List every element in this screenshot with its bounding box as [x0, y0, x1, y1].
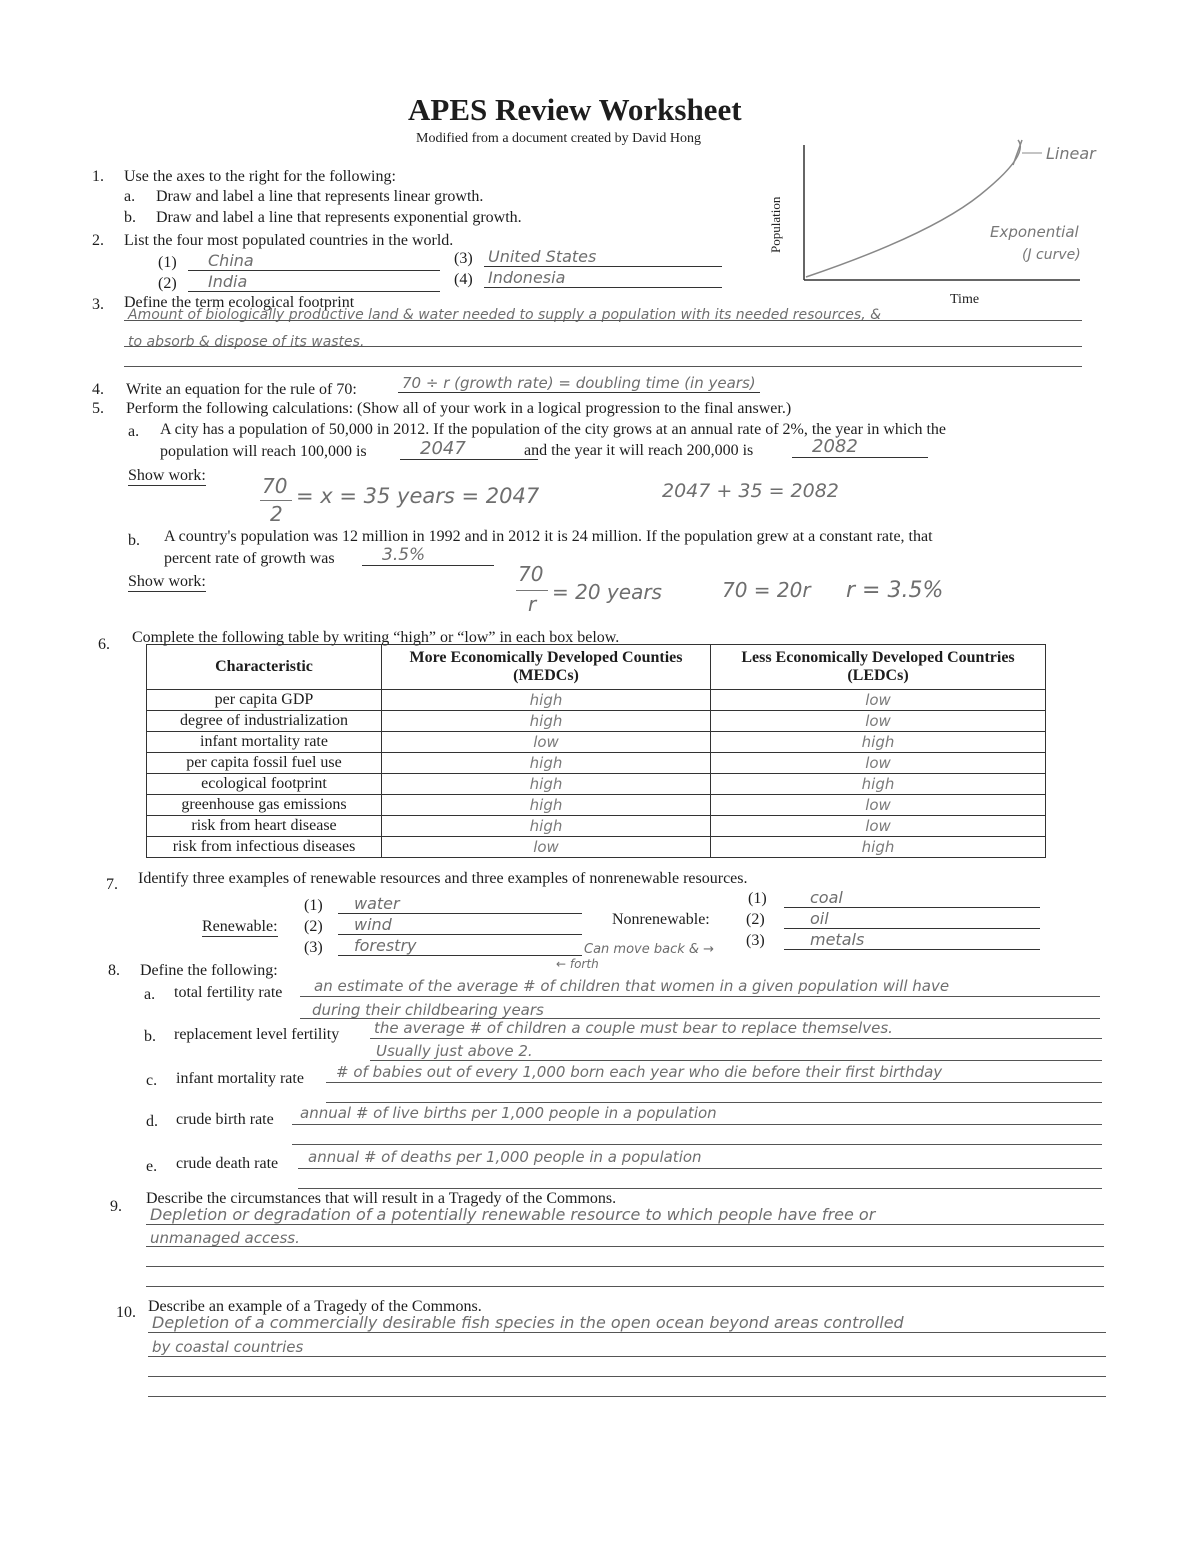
table-row	[147, 837, 1046, 858]
q4-number: 4.	[92, 381, 104, 398]
q5a-line2-mid: and the year it will reach 200,000 is	[524, 442, 754, 459]
medc-answer[interactable]: high	[382, 795, 711, 816]
table-row	[147, 774, 1046, 795]
medc-answer[interactable]: low	[382, 837, 711, 858]
medc-answer[interactable]: low	[382, 732, 711, 753]
q9-number: 9.	[110, 1198, 122, 1215]
q2-answer-1[interactable]: China	[188, 251, 440, 271]
q8-text: Define the following:	[140, 962, 278, 979]
medc-answer[interactable]: high	[382, 816, 711, 837]
table-row	[147, 732, 1046, 753]
q8b-answer-2[interactable]: Usually just above 2.	[376, 1042, 533, 1060]
linear-label: Linear	[1046, 144, 1096, 163]
q10-number: 10.	[116, 1304, 136, 1321]
row-label: per capita fossil fuel use	[147, 753, 382, 774]
row-label: ecological footprint	[147, 774, 382, 795]
q1b-letter: b.	[124, 209, 136, 226]
q7-note-2: ← forth	[556, 957, 599, 971]
q1-number: 1.	[92, 168, 104, 185]
q7-nonrenew-n2: (2)	[746, 911, 765, 928]
renewable-answer-2[interactable]: wind	[338, 915, 582, 935]
medc-answer[interactable]: high	[382, 774, 711, 795]
ledc-answer[interactable]: low	[711, 816, 1046, 837]
ledc-answer[interactable]: low	[711, 753, 1046, 774]
table-row	[147, 711, 1046, 732]
q2-answer-3[interactable]: United States	[484, 247, 722, 267]
medc-answer[interactable]: high	[382, 690, 711, 711]
q8c-term: infant mortality rate	[176, 1070, 304, 1087]
q8d-answer[interactable]: annual # of live births per 1,000 people in a population	[300, 1104, 717, 1122]
q5b-answer[interactable]: 3.5%	[362, 545, 494, 566]
q2-n2: (2)	[158, 275, 177, 292]
q8a-letter: a.	[144, 986, 156, 1003]
q2-number: 2.	[92, 232, 104, 249]
development-table	[146, 644, 1046, 858]
q4-answer[interactable]: 70 ÷ r (growth rate) = doubling time (in years)	[398, 374, 760, 393]
q5a-work-eq: = x = 35 years = 2047	[296, 484, 540, 508]
q2-n3: (3)	[454, 250, 473, 267]
graph-ylabel: Population	[768, 196, 783, 253]
medc-answer[interactable]: high	[382, 711, 711, 732]
q3-text: Define the term ecological footprint	[124, 294, 355, 311]
q7-renew-n1: (1)	[304, 897, 323, 914]
q8b-letter: b.	[144, 1028, 156, 1045]
q5a-work-numerator: 70	[262, 474, 288, 498]
row-label: degree of industrialization	[147, 711, 382, 732]
linear-line	[1013, 140, 1022, 165]
q8d-letter: d.	[146, 1113, 158, 1130]
renewable-answer-3[interactable]: forestry	[338, 936, 582, 956]
header-characteristic: Characteristic	[147, 645, 382, 690]
q7-nonrenew-n1: (1)	[748, 890, 767, 907]
nonrenewable-label: Nonrenewable:	[612, 911, 710, 928]
q8b-term: replacement level fertility	[174, 1026, 340, 1043]
q10-answer-2[interactable]: by coastal countries	[152, 1338, 304, 1356]
graph-xlabel: Time	[950, 292, 980, 307]
nonrenewable-answer-3[interactable]: metals	[784, 930, 1040, 950]
page-subtitle: Modified from a document created by David Hong	[416, 131, 701, 146]
q8e-answer[interactable]: annual # of deaths per 1,000 people in a population	[308, 1148, 702, 1166]
nonrenewable-answer-2[interactable]: oil	[784, 909, 1040, 929]
q2-n1: (1)	[158, 254, 177, 271]
q8d-term: crude birth rate	[176, 1111, 274, 1128]
q5b-work-denominator: r	[528, 592, 537, 616]
row-label: per capita GDP	[147, 690, 382, 711]
q7-note-1: Can move back & →	[584, 942, 715, 957]
q5b-letter: b.	[128, 532, 140, 549]
exp-label: Exponential	[990, 223, 1079, 241]
q5-text: Perform the following calculations: (Show all of your work in a logical progression to the final answer.)	[126, 400, 792, 417]
q5b-work-eq: = 20 years	[552, 580, 662, 604]
q8e-term: crude death rate	[176, 1155, 279, 1172]
q5a-answer-2[interactable]: 2082	[792, 436, 928, 458]
header-ledcs: Less Economically Developed Countries (LEDCs)	[711, 645, 1046, 690]
q1b-text: Draw and label a line that represents exponential growth.	[156, 209, 522, 226]
q2-answer-4[interactable]: Indonesia	[484, 268, 722, 288]
q3-answer-1[interactable]: Amount of biologically productive land & water needed to supply a population with its needed resources, &	[128, 307, 882, 323]
ledc-answer[interactable]: low	[711, 795, 1046, 816]
renewable-label: Renewable:	[202, 918, 278, 935]
q5b-line1: A country's population was 12 million in 1992 and in 2012 it is 24 million. If the population grew at a constant rate, that	[164, 528, 933, 545]
row-label: risk from heart disease	[147, 816, 382, 837]
q3-answer-2[interactable]: to absorb & dispose of its wastes.	[128, 334, 365, 350]
table-row	[147, 690, 1046, 711]
table-row	[147, 795, 1046, 816]
q7-renew-n2: (2)	[304, 918, 323, 935]
row-label: greenhouse gas emissions	[147, 795, 382, 816]
q6-number: 6.	[98, 636, 110, 653]
renewable-answer-1[interactable]: water	[338, 894, 582, 914]
q5a-letter: a.	[128, 423, 140, 440]
q6-text: Complete the following table by writing “high” or “low” in each box below.	[132, 629, 620, 646]
q7-number: 7.	[106, 876, 118, 893]
q8a-term: total fertility rate	[174, 984, 283, 1001]
q5b-work-3: r = 3.5%	[846, 578, 944, 603]
q8-number: 8.	[108, 962, 120, 979]
q5a-work-denominator: 2	[270, 502, 283, 526]
exponential-curve	[806, 140, 1020, 277]
q5a-line2-pre: population will reach 100,000 is	[160, 443, 367, 460]
q8c-answer[interactable]: # of babies out of every 1,000 born each year who die before their first birthday	[336, 1063, 943, 1081]
q10-text: Describe an example of a Tragedy of the Commons.	[148, 1298, 482, 1315]
q8a-answer-1[interactable]: an estimate of the average # of children that women in a given population will have	[314, 977, 950, 995]
q8b-answer-1[interactable]: the average # of children a couple must bear to replace themselves.	[374, 1019, 893, 1037]
ledc-answer[interactable]: high	[711, 837, 1046, 858]
q5a-show-work: Show work:	[128, 467, 206, 484]
q5a-answer-1[interactable]: 2047	[400, 438, 538, 460]
exp-label-2: (J curve)	[1022, 247, 1081, 263]
q5b-work-2: 70 = 20r	[722, 578, 811, 602]
q1a-letter: a.	[124, 188, 136, 205]
q5b-work-numerator: 70	[518, 562, 544, 586]
q5-number: 5.	[92, 400, 104, 417]
ledc-answer[interactable]: high	[711, 732, 1046, 753]
nonrenewable-answer-1[interactable]: coal	[784, 888, 1040, 908]
q5b-show-work: Show work:	[128, 573, 206, 590]
table-row	[147, 816, 1046, 837]
table-row	[147, 753, 1046, 774]
q2-text: List the four most populated countries in the world.	[124, 232, 454, 249]
q9-text: Describe the circumstances that will result in a Tragedy of the Commons.	[146, 1190, 617, 1207]
q5a-line1: A city has a population of 50,000 in 2012. If the population of the city grows at an annual rate of 2%, the year in which the	[160, 421, 947, 438]
q5a-work-2: 2047 + 35 = 2082	[662, 480, 839, 502]
ledc-answer[interactable]: low	[711, 690, 1046, 711]
q5b-line2-pre: percent rate of growth was	[164, 550, 335, 567]
medc-answer[interactable]: high	[382, 753, 711, 774]
q2-answer-2[interactable]: India	[188, 272, 440, 292]
q7-nonrenew-n3: (3)	[746, 932, 765, 949]
q10-answer-1[interactable]: Depletion of a commercially desirable fish species in the open ocean beyond areas controlled	[152, 1313, 904, 1332]
q8e-letter: e.	[146, 1158, 158, 1175]
q9-answer-1[interactable]: Depletion or degradation of a potentially renewable resource to which people have free or	[150, 1205, 876, 1224]
row-label: infant mortality rate	[147, 732, 382, 753]
page-title: APES Review Worksheet	[408, 92, 742, 127]
q7-text: Identify three examples of renewable resources and three examples of nonrenewable resources.	[138, 870, 748, 887]
q3-number: 3.	[92, 296, 104, 313]
q8a-answer-2[interactable]: during their childbearing years	[312, 1001, 544, 1019]
q8c-letter: c.	[146, 1072, 158, 1089]
q2-n4: (4)	[454, 271, 473, 288]
table-header-row	[147, 645, 1046, 690]
row-label: risk from infectious diseases	[147, 837, 382, 858]
growth-graph[interactable]	[760, 135, 1140, 315]
ledc-answer[interactable]: high	[711, 774, 1046, 795]
q1a-text: Draw and label a line that represents linear growth.	[156, 188, 484, 205]
header-medcs: More Economically Developed Counties (MEDCs)	[382, 645, 711, 690]
q4-text: Write an equation for the rule of 70:	[126, 381, 357, 398]
q1-text: Use the axes to the right for the following:	[124, 168, 396, 185]
q9-answer-2[interactable]: unmanaged access.	[150, 1229, 300, 1247]
ledc-answer[interactable]: low	[711, 711, 1046, 732]
q7-renew-n3: (3)	[304, 939, 323, 956]
